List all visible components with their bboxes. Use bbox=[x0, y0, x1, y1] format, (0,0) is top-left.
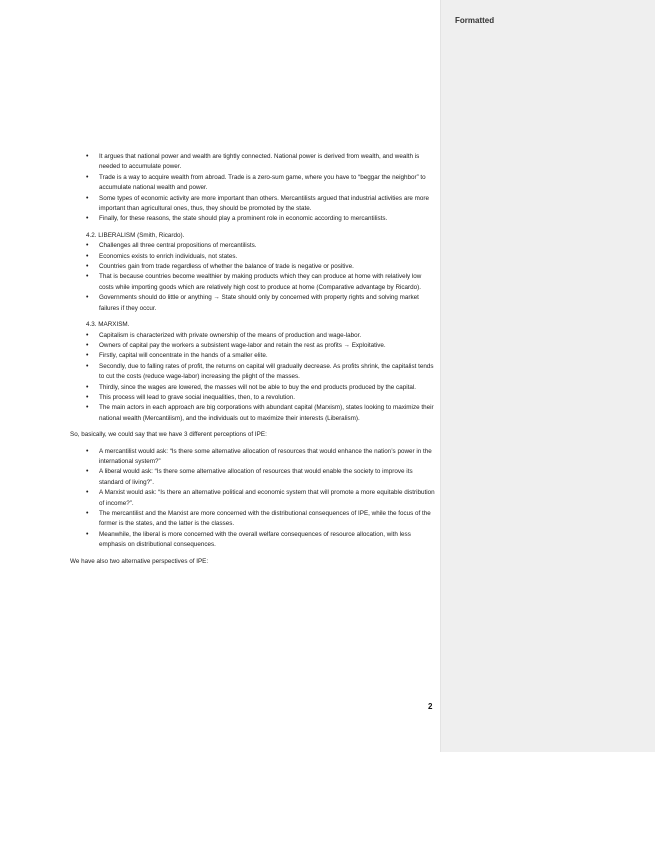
marxism-section bbox=[70, 320, 436, 424]
mercantilism-list bbox=[70, 152, 436, 225]
section-heading-marxism: 4.3. MARXISM. bbox=[86, 321, 130, 329]
list-item: • That is because countries become wealthier by making products which they can produce at home with relatively low costs while importing goods which are relatively high cost to produce at home (Comparative advantage by Ricardo). bbox=[70, 272, 436, 293]
list-item: • Finally, for these reasons, the state should play a prominent role in economic according to mercantilists. bbox=[70, 214, 436, 224]
list-item: • Capitalism is characterized with private ownership of the means of production and wage-labor. bbox=[70, 331, 436, 341]
list-item: • Economics exists to enrich individuals, not states. bbox=[70, 252, 436, 262]
section-heading-liberalism: 4.2. LIBERALISM (Smith, Ricardo). bbox=[86, 231, 185, 239]
list-item: • Thirdly, since the wages are lowered, the masses will not be able to buy the end products produced by the capital. bbox=[70, 383, 436, 393]
list-item: • This process will lead to grave social inequalities, then, to a revolution. bbox=[70, 393, 436, 403]
list-item: • A Marxist would ask: “Is there an alternative political and economic system that will promote a more equitable distribution of income?”. bbox=[70, 488, 436, 509]
liberalism-list bbox=[70, 241, 436, 314]
page-number: 2 bbox=[428, 702, 433, 711]
list-item: • Owners of capital pay the workers a subsistent wage-labor and retain the rest as profits → Exploitative. bbox=[70, 341, 436, 351]
list-item: • Secondly, due to falling rates of profit, the returns on capital will gradually decrease. As profits shrink, the capitalist tends to cut the costs (reduce wage-labor) increasing the plight of the masses. bbox=[70, 362, 436, 383]
list-item: • Some types of economic activity are more important than others. Mercantilists argued that industrial activities are more important than agricultural ones, thus, they should be promoted by the state. bbox=[70, 194, 436, 215]
perceptions-list bbox=[70, 447, 436, 551]
liberalism-section bbox=[70, 231, 436, 314]
list-item: • Firstly, capital will concentrate in the hands of a smaller elite. bbox=[70, 351, 436, 361]
list-item: • Governments should do little or anything → State should only by concerned with property rights and solving market failures if they occur. bbox=[70, 293, 436, 314]
comment-pane bbox=[440, 0, 655, 752]
list-item: • Countries gain from trade regardless of whether the balance of trade is negative or positive. bbox=[70, 262, 436, 272]
comment-pane-title: Formatted bbox=[455, 16, 495, 25]
list-item: • A liberal would ask: “Is there some alternative allocation of resources that would enable the society to improve its standard of living?”. bbox=[70, 467, 436, 488]
summary-paragraph: So, basically, we could say that we have 3 different perceptions of IPE: bbox=[70, 431, 267, 439]
list-item: • It argues that national power and wealth are tightly connected. National power is derived from wealth, and wealth is needed to accumulate power. bbox=[70, 152, 436, 173]
list-item: • Challenges all three central propositions of mercantilists. bbox=[70, 241, 436, 251]
list-item: • The mercantilist and the Marxist are more concerned with the distributional consequences of IPE, while the focus of the former is the states, and the latter is the classes. bbox=[70, 509, 436, 530]
document-body bbox=[70, 152, 436, 573]
marxism-list bbox=[70, 331, 436, 425]
closing-paragraph: We have also two alternative perspectives of IPE: bbox=[70, 557, 209, 565]
list-item: • Trade is a way to acquire wealth from abroad. Trade is a zero-sum game, where you have to “beggar the neighbor” to accumulate national wealth and power. bbox=[70, 173, 436, 194]
list-item: • A mercantilist would ask: “Is there some alternative allocation of resources that would enhance the nation’s power in the international system?” bbox=[70, 447, 436, 468]
list-item: • The main actors in each approach are big corporations with abundant capital (Marxism), states looking to maximize their national wealth (Mercantilism), and the individuals out to maximize their interests (Liberalism). bbox=[70, 403, 436, 424]
list-item: • Meanwhile, the liberal is more concerned with the overall welfare consequences of resource allocation, with less emphasis on distributional consequences. bbox=[70, 530, 436, 551]
